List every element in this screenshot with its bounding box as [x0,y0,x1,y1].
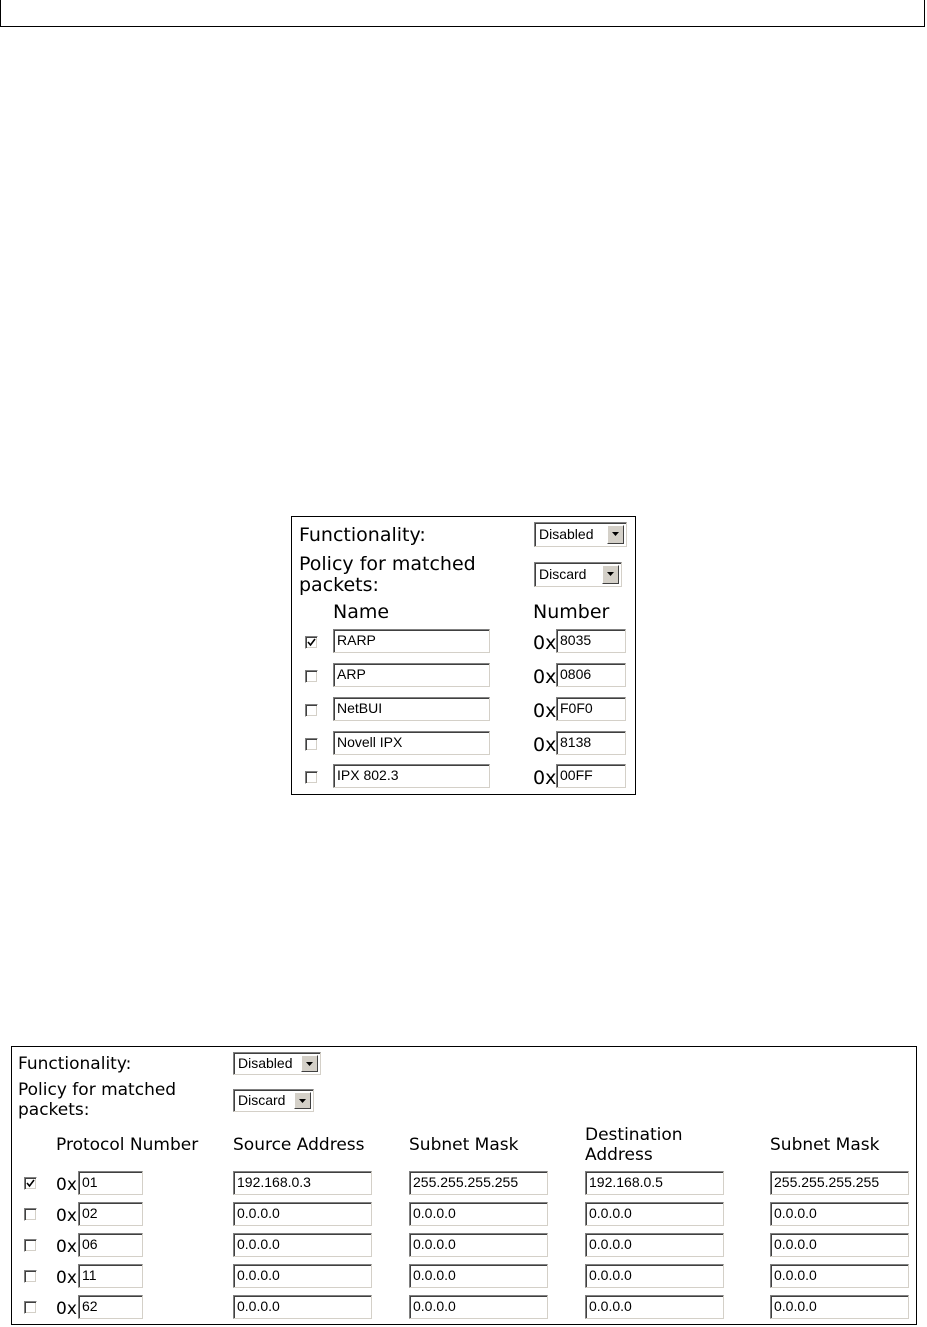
ip-filter-panel [11,1046,917,1325]
source-address-input[interactable]: 0.0.0.0 [233,1233,372,1257]
top-frame-border [0,0,925,27]
table-row [12,1295,916,1321]
subnet-mask-input[interactable]: 0.0.0.0 [409,1264,548,1288]
chevron-down-icon[interactable] [301,1055,318,1072]
policy-label: Policy for matched [18,1080,177,1100]
row-checkbox[interactable] [24,1270,37,1283]
subnet-mask-input[interactable]: 255.255.255.255 [409,1171,548,1195]
row-checkbox[interactable] [24,1208,37,1221]
destination-address-input[interactable]: 0.0.0.0 [585,1233,724,1257]
table-row [292,628,635,654]
row-checkbox[interactable] [305,636,318,649]
column-header-destination-address-line2: Address [585,1145,653,1165]
number-input[interactable]: F0F0 [556,697,626,721]
name-input[interactable]: NetBUI [333,697,490,721]
number-input[interactable]: 8035 [556,629,626,653]
name-input[interactable]: Novell IPX [333,731,490,755]
policy-label-line2: packets: [299,574,379,596]
destination-subnet-mask-input[interactable]: 0.0.0.0 [770,1202,909,1226]
destination-subnet-mask-input[interactable]: 0.0.0.0 [770,1264,909,1288]
table-row [292,763,635,789]
protocol-number-input[interactable]: 62 [78,1295,143,1319]
chevron-down-icon[interactable] [294,1092,311,1109]
table-row [292,730,635,756]
row-checkbox[interactable] [305,704,318,717]
table-row [12,1233,916,1259]
destination-subnet-mask-input[interactable]: 255.255.255.255 [770,1171,909,1195]
functionality-select[interactable] [233,1052,321,1075]
row-checkbox[interactable] [24,1301,37,1314]
destination-subnet-mask-input[interactable]: 0.0.0.0 [770,1295,909,1319]
hex-prefix: 0x [56,1299,77,1319]
column-header-protocol-number: Protocol Number [56,1135,199,1155]
name-input[interactable]: IPX 802.3 [333,764,490,788]
hex-prefix: 0x [56,1175,77,1195]
hex-prefix: 0x [533,767,557,789]
subnet-mask-input[interactable]: 0.0.0.0 [409,1295,548,1319]
name-input[interactable]: RARP [333,629,490,653]
hex-prefix: 0x [56,1237,77,1257]
policy-select-value: Discard [539,566,587,582]
table-row [12,1264,916,1290]
functionality-label: Functionality: [18,1054,132,1074]
column-header-number: Number [533,601,610,623]
functionality-select-value: Disabled [238,1055,293,1071]
source-address-input[interactable]: 0.0.0.0 [233,1264,372,1288]
row-checkbox[interactable] [305,771,318,784]
hex-prefix: 0x [533,734,557,756]
policy-select[interactable] [534,562,622,587]
protocol-number-input[interactable]: 11 [78,1264,143,1288]
column-header-source-address: Source Address [233,1135,365,1155]
source-address-input[interactable]: 0.0.0.0 [233,1295,372,1319]
row-checkbox[interactable] [305,738,318,751]
column-header-subnet-mask: Subnet Mask [409,1135,519,1155]
number-input[interactable]: 8138 [556,731,626,755]
policy-label-line2: packets: [18,1100,90,1120]
hex-prefix: 0x [533,700,557,722]
row-checkbox[interactable] [24,1177,37,1190]
hex-prefix: 0x [56,1206,77,1226]
destination-address-input[interactable]: 0.0.0.0 [585,1295,724,1319]
functionality-select-value: Disabled [539,526,594,542]
protocol-number-input[interactable]: 01 [78,1171,143,1195]
table-row [12,1171,916,1197]
subnet-mask-input[interactable]: 0.0.0.0 [409,1202,548,1226]
destination-address-input[interactable]: 192.168.0.5 [585,1171,724,1195]
table-row [292,696,635,722]
policy-select[interactable] [233,1089,314,1112]
row-checkbox[interactable] [24,1239,37,1252]
hex-prefix: 0x [56,1268,77,1288]
protocol-number-input[interactable]: 02 [78,1202,143,1226]
row-checkbox[interactable] [305,670,318,683]
source-address-input[interactable]: 192.168.0.3 [233,1171,372,1195]
destination-address-input[interactable]: 0.0.0.0 [585,1264,724,1288]
name-input[interactable]: ARP [333,663,490,687]
column-header-subnet-mask-2: Subnet Mask [770,1135,880,1155]
column-header-name: Name [333,601,390,623]
number-input[interactable]: 0806 [556,663,626,687]
source-address-input[interactable]: 0.0.0.0 [233,1202,372,1226]
destination-address-input[interactable]: 0.0.0.0 [585,1202,724,1226]
destination-subnet-mask-input[interactable]: 0.0.0.0 [770,1233,909,1257]
column-header-destination-address: Destination [585,1125,683,1145]
functionality-select[interactable] [534,522,627,547]
protocol-number-input[interactable]: 06 [78,1233,143,1257]
hex-prefix: 0x [533,666,557,688]
chevron-down-icon[interactable] [602,565,619,584]
functionality-label: Functionality: [299,524,426,546]
mac-filter-panel [291,516,636,795]
table-row [12,1202,916,1228]
number-input[interactable]: 00FF [556,764,626,788]
chevron-down-icon[interactable] [607,525,624,544]
subnet-mask-input[interactable]: 0.0.0.0 [409,1233,548,1257]
table-row [292,662,635,688]
hex-prefix: 0x [533,632,557,654]
policy-select-value: Discard [238,1092,286,1108]
policy-label: Policy for matched [299,553,476,575]
